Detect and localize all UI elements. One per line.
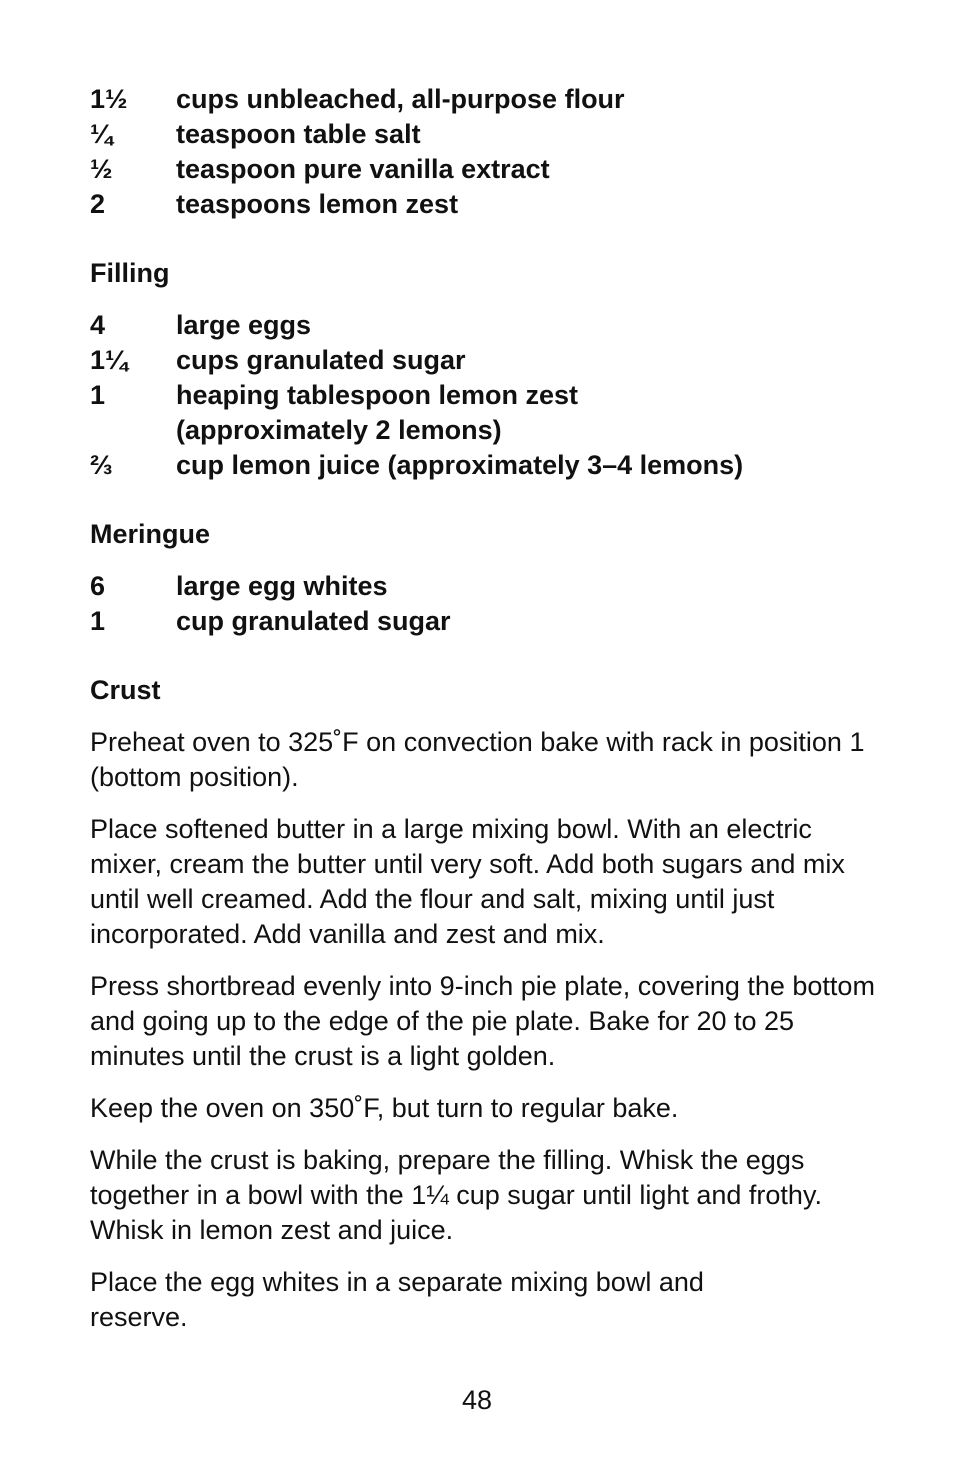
ingredient-quantity: 1½ bbox=[90, 84, 128, 114]
ingredient-row bbox=[90, 604, 880, 639]
ingredient-row bbox=[90, 152, 880, 187]
ingredient-description: cup lemon juice (approximately 3–4 lemons) bbox=[176, 450, 744, 480]
instruction-paragraph: Place softened butter in a large mixing bowl. With an electric mixer, cream the butter until very soft. Add both sugars and mix until well creamed. Add the flour and salt, mixing until just incorporated. Add vanilla and zest and mix. bbox=[90, 814, 845, 949]
ingredient-quantity: 1 bbox=[90, 606, 106, 636]
ingredient-description: large eggs bbox=[176, 310, 312, 340]
ingredient-description: teaspoon table salt bbox=[176, 119, 421, 149]
ingredient-quantity: 1¼ bbox=[90, 345, 128, 375]
ingredient-quantity: 4 bbox=[90, 310, 106, 340]
ingredient-description: teaspoon pure vanilla extract bbox=[176, 154, 550, 184]
ingredient-row bbox=[90, 117, 880, 152]
ingredient-row bbox=[90, 308, 880, 343]
page-number: 48 bbox=[461, 1385, 493, 1415]
ingredient-description: teaspoons lemon zest bbox=[176, 189, 459, 219]
filling-heading: Filling bbox=[90, 258, 170, 288]
ingredient-description: cups unbleached, all-purpose flour bbox=[176, 84, 625, 114]
instruction-paragraph: Place the egg whites in a separate mixing bowl and reserve. bbox=[90, 1267, 704, 1332]
ingredient-quantity: 1 bbox=[90, 380, 106, 410]
ingredient-description: heaping tablespoon lemon zest bbox=[176, 380, 579, 410]
filling-ingredient-list bbox=[90, 308, 880, 483]
ingredient-quantity: 2 bbox=[90, 189, 106, 219]
ingredient-row bbox=[90, 82, 880, 117]
ingredient-row bbox=[90, 448, 880, 483]
ingredient-row bbox=[90, 413, 880, 448]
instruction-paragraph: Press shortbread evenly into 9-inch pie plate, covering the bottom and going up to the edge of the pie plate. Bake for 20 to 25 minutes until the crust is a light golden. bbox=[90, 971, 875, 1071]
meringue-ingredient-list bbox=[90, 569, 880, 639]
ingredient-quantity: ¼ bbox=[90, 119, 113, 149]
ingredient-quantity: ½ bbox=[90, 154, 113, 184]
ingredient-quantity bbox=[90, 413, 176, 448]
meringue-heading: Meringue bbox=[90, 519, 211, 549]
instruction-paragraph: Keep the oven on 350˚F, but turn to regular bake. bbox=[90, 1093, 679, 1123]
crust-heading: Crust bbox=[90, 675, 161, 705]
recipe-page bbox=[90, 82, 880, 1335]
ingredient-description: large egg whites bbox=[176, 571, 388, 601]
ingredient-description: (approximately 2 lemons) bbox=[176, 415, 502, 445]
ingredient-row bbox=[90, 569, 880, 604]
instruction-paragraph: Preheat oven to 325˚F on convection bake with rack in position 1 (bottom position). bbox=[90, 727, 865, 792]
ingredient-description: cup granulated sugar bbox=[176, 606, 451, 636]
ingredient-list-top bbox=[90, 82, 880, 222]
ingredient-row bbox=[90, 378, 880, 413]
ingredient-row bbox=[90, 187, 880, 222]
instruction-paragraph: While the crust is baking, prepare the filling. Whisk the eggs together in a bowl with the 1¼ cup sugar until light and frothy. Whisk in lemon zest and juice. bbox=[90, 1145, 822, 1245]
ingredient-quantity: ⅔ bbox=[90, 450, 113, 480]
ingredient-description: cups granulated sugar bbox=[176, 345, 466, 375]
ingredient-row bbox=[90, 343, 880, 378]
ingredient-quantity: 6 bbox=[90, 571, 106, 601]
